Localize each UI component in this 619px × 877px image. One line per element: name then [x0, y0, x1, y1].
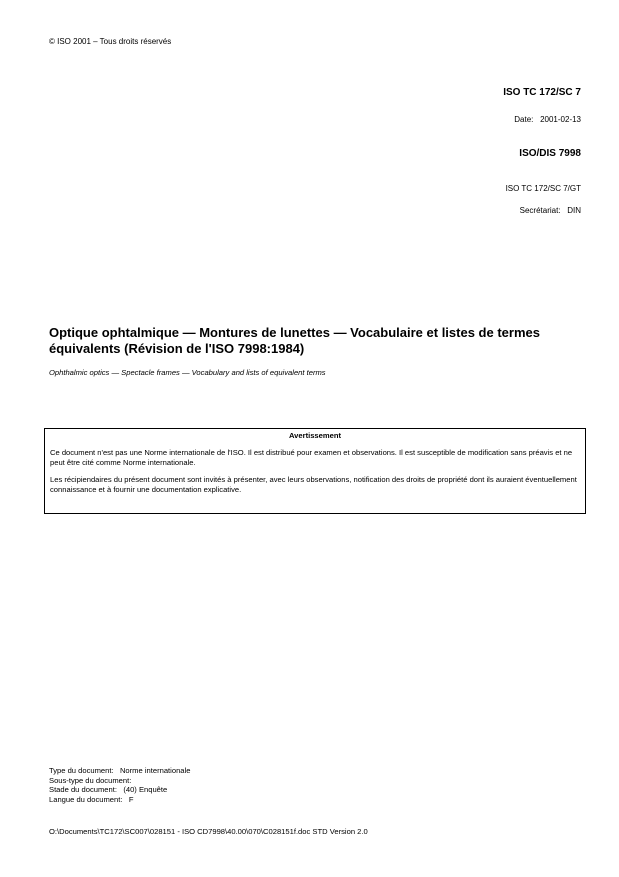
warning-heading: Avertissement	[288, 431, 342, 440]
type-value: Norme internationale	[119, 766, 191, 775]
language-value: F	[128, 794, 134, 804]
type-label: Type du document:	[49, 766, 114, 775]
secretariat-value: DIN	[567, 206, 581, 215]
document-metadata	[49, 766, 190, 804]
committee-reference: ISO TC 172/SC 7	[503, 87, 581, 98]
warning-paragraph-1: Ce document n'est pas une Norme internationale de l'ISO. Il est distribué pour examen et observations. Il est susceptible de modification sans préavis et ne peut être cité comme Norme internationale.	[50, 448, 573, 467]
document-title: Optique ophtalmique — Montures de lunettes — Vocabulaire et listes de termes équivalents (Révision de l'ISO 7998:1984)	[49, 325, 540, 356]
metadata-subtype	[49, 776, 190, 786]
secretariat-label: Secrétariat:	[519, 206, 561, 215]
copyright-notice: © ISO 2001 – Tous droits réservés	[49, 37, 172, 46]
warning-box	[44, 428, 586, 514]
metadata-type	[49, 766, 190, 776]
document-number: ISO/DIS 7998	[519, 148, 581, 159]
secretariat	[520, 206, 581, 215]
document-date	[514, 115, 581, 124]
stage-label: Stade du document:	[49, 785, 117, 794]
subcommittee-reference: ISO TC 172/SC 7/GT	[505, 184, 581, 193]
file-path: O:\Documents\TC172\SC007\028151 - ISO CD7998\40.00\070\C028151f.doc STD Version 2.0	[49, 827, 368, 836]
warning-paragraph-2: Les récipiendaires du présent document sont invités à présenter, avec leurs observations, notification des droits de propriété dont ils auraient éventuellement connaissance et à fournir une documentation explicative.	[50, 475, 577, 494]
stage-value: (40) Enquête	[123, 785, 168, 794]
language-label: Langue du document:	[49, 794, 123, 804]
subtype-label: Sous-type du document:	[49, 775, 132, 785]
english-title: Ophthalmic optics — Spectacle frames — Vocabulary and lists of equivalent terms	[49, 368, 326, 377]
metadata-stage	[49, 785, 190, 795]
date-label: Date:	[514, 115, 534, 124]
date-value: 2001-02-13	[540, 115, 581, 124]
metadata-language	[49, 795, 190, 805]
